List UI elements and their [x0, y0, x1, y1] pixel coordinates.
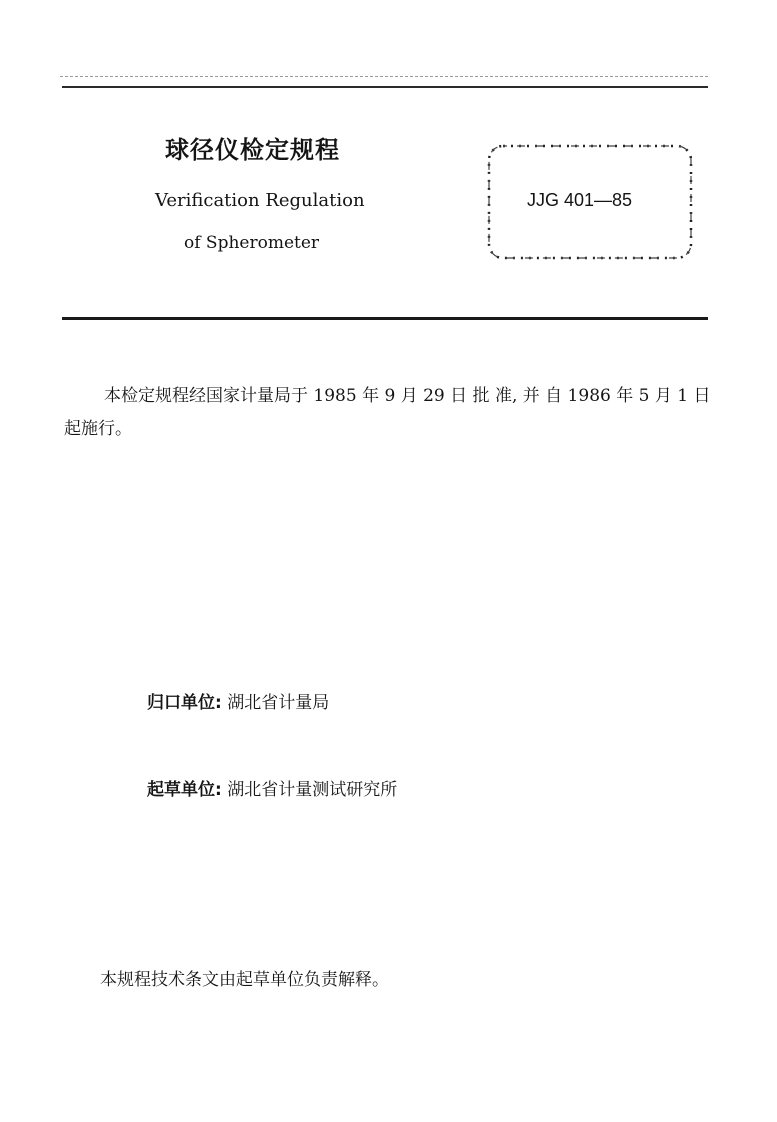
bottom-rule [62, 317, 708, 320]
code-box [483, 140, 697, 264]
responsible-unit-row [147, 688, 329, 713]
responsible-unit-label: 归口单位: [147, 693, 222, 713]
interpretation-note: 本规程技术条文由起草单位负责解释。 [100, 970, 389, 990]
drafting-unit-row [147, 775, 397, 800]
top-rule [62, 86, 708, 88]
standard-code: JJG 401—85 [527, 190, 633, 210]
drafting-unit-label: 起草单位: [147, 780, 222, 800]
title-chinese: 球径仪检定规程 [165, 136, 340, 164]
drafting-unit-value: 湖北省计量测试研究所 [227, 780, 398, 800]
title-english-line2: of Spherometer [184, 233, 320, 253]
approval-paragraph: 本检定规程经国家计量局于 1985 年 9 月 29 日 批 准, 并 自 1986 年 5 月 1 日起施行。 [64, 386, 711, 439]
title-english-line1: Verification Regulation [155, 190, 365, 211]
responsible-unit-value: 湖北省计量局 [227, 693, 330, 713]
top-faint-rule [60, 76, 708, 78]
